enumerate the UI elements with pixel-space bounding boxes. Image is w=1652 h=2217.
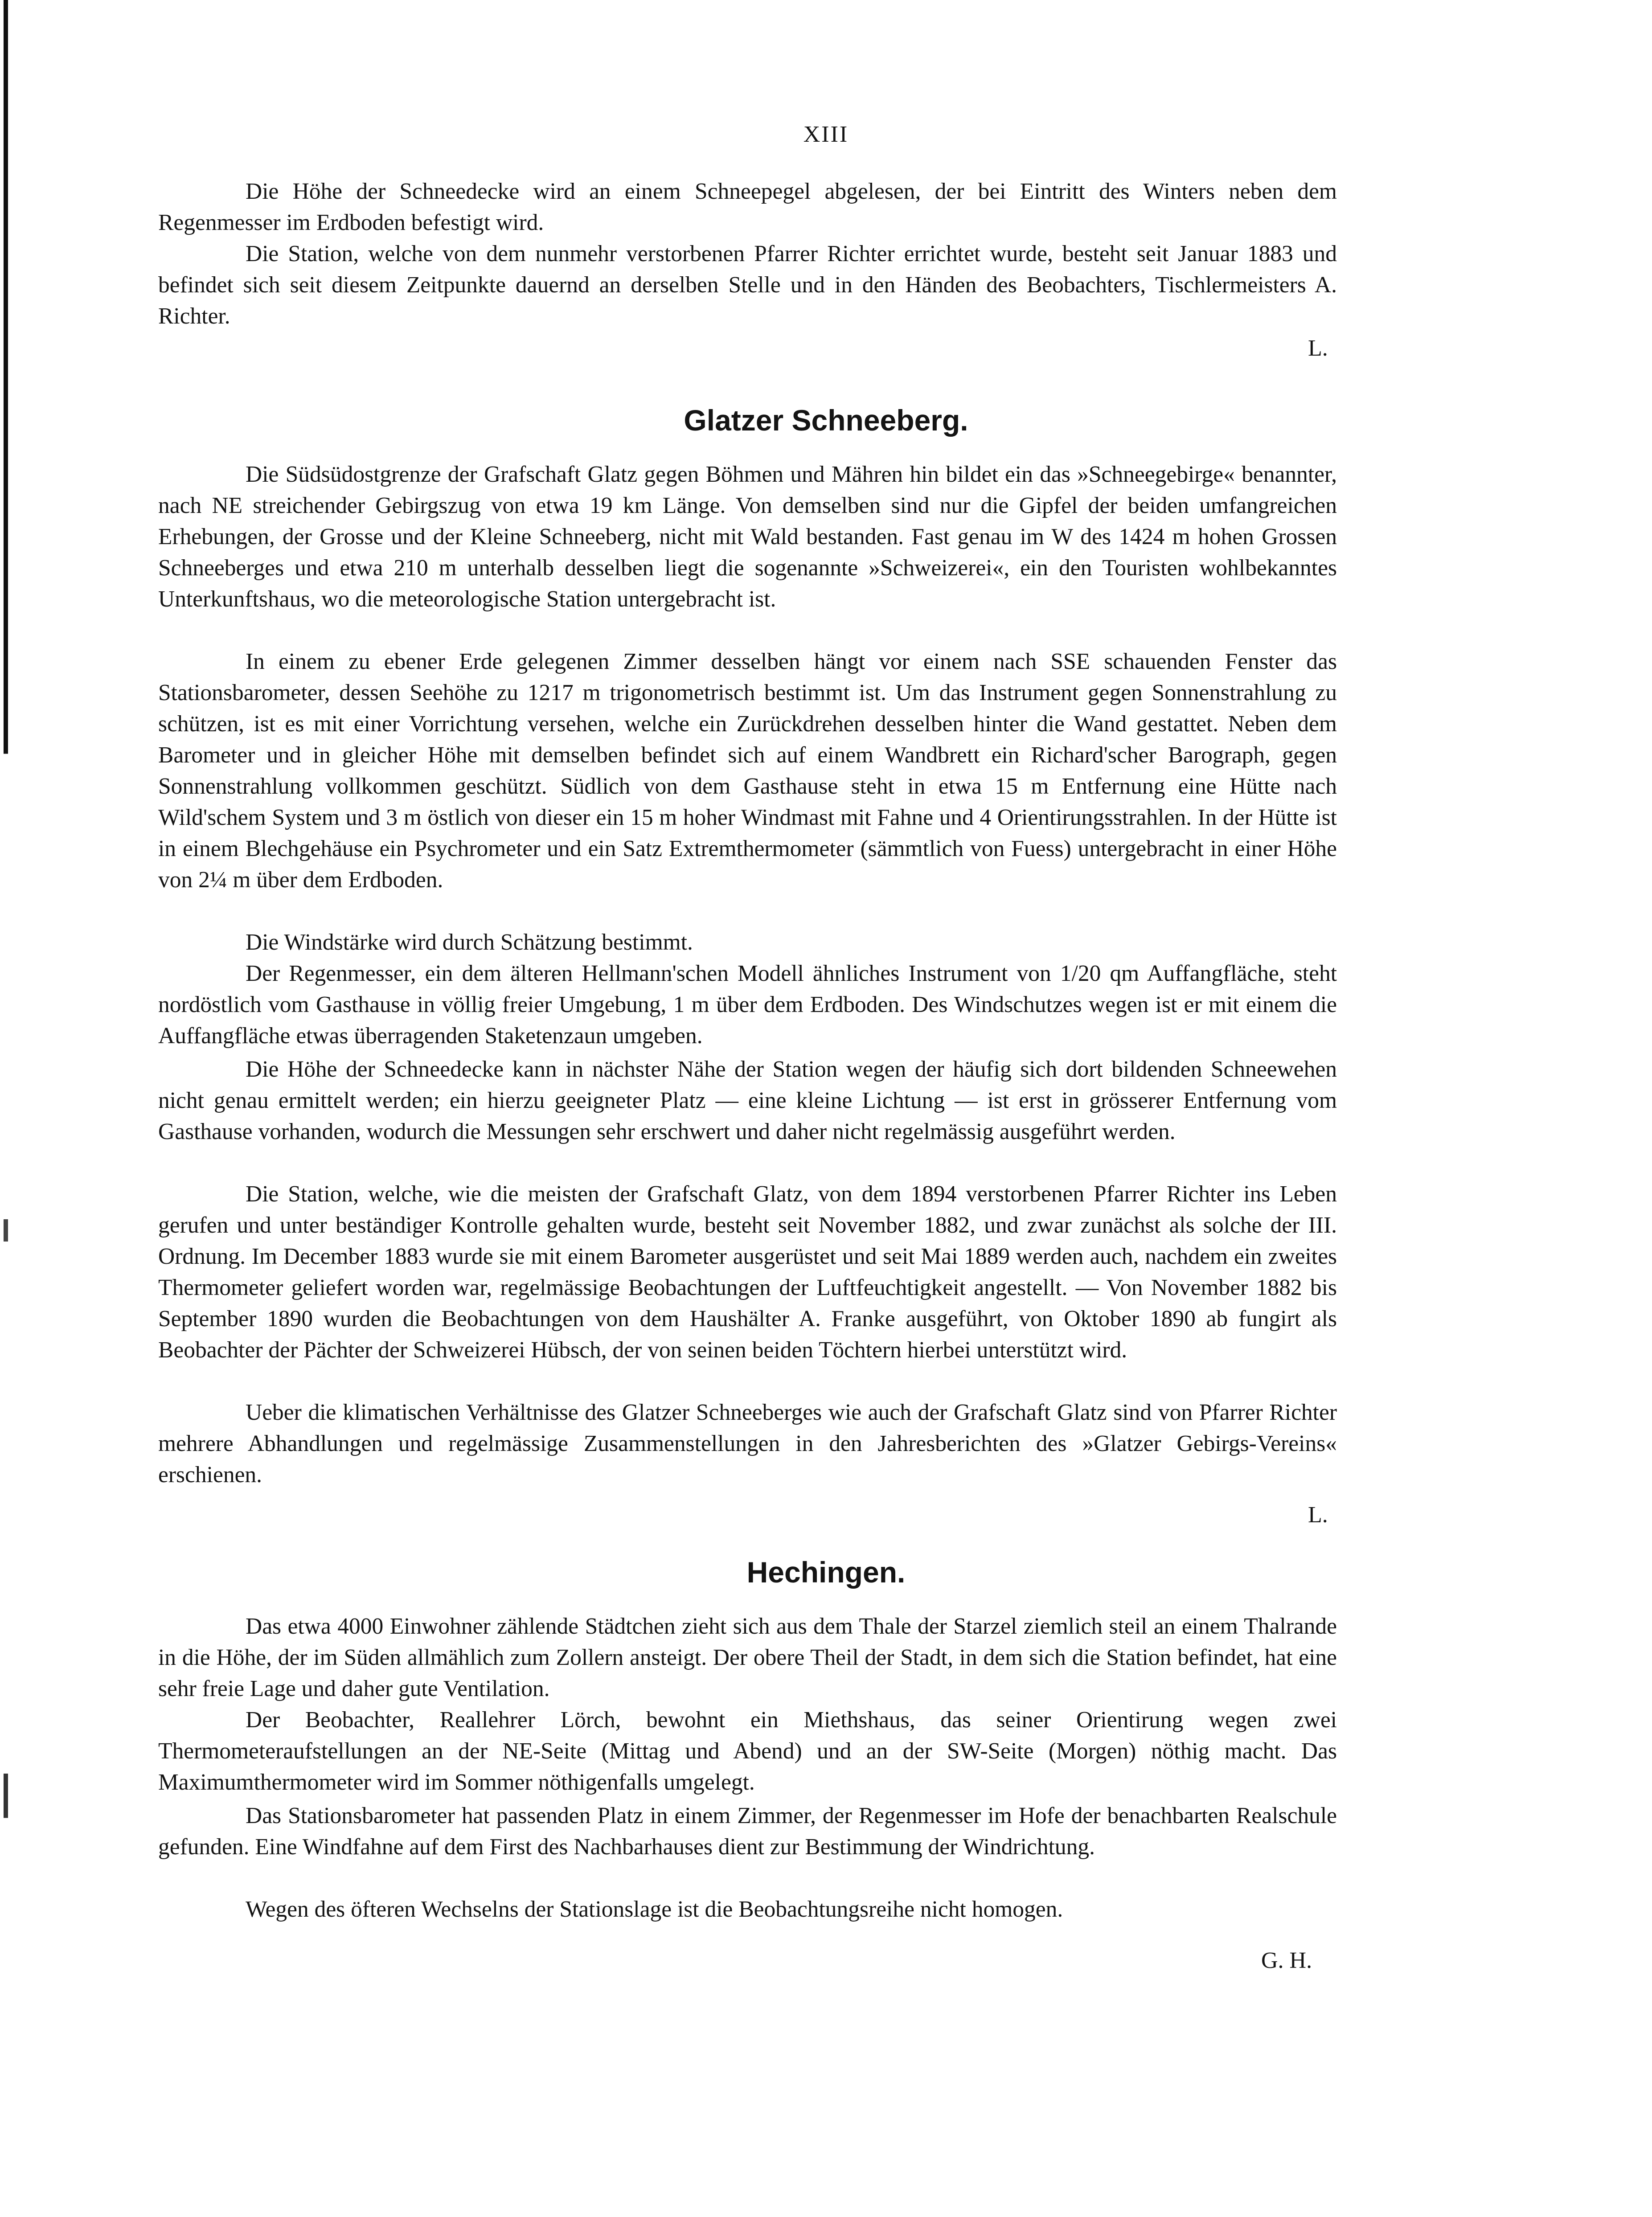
paragraph: Die Höhe der Schneedecke wird an einem Schneepegel abgelesen, der bei Eintritt des Winters neben dem Regenmesser im Erdboden befestigt wird. [158,179,1337,235]
section-title-hechingen: Hechingen. [746,1556,906,1589]
paragraph: Das Stationsbarometer hat passenden Platz in einem Zimmer, der Regenmesser im Hofe der benachbarten Realschule gefunden. Eine Windfahne auf dem First des Nachbarhauses dient zur Bestimmung der Windrichtung. [158,1803,1337,1860]
paragraph: Der Beobachter, Reallehrer Lörch, bewohnt ein Miethshaus, das seiner Orientirung wegen zwei Thermometeraufstellungen an der NE-Seite (Mittag und Abend) und an der SW-Seite (Morgen) nöthig macht. Das Maximumthermometer wird im Sommer nöthigenfalls umgelegt. [158,1707,1337,1795]
signature: L. [1308,336,1328,361]
signature: G. H. [1261,1948,1312,1973]
signature: L. [1308,1502,1328,1528]
section-title-glatzer: Glatzer Schneeberg. [684,404,968,437]
page-number: XIII [803,122,849,147]
paragraph: Ueber die klimatischen Verhältnisse des Glatzer Schneeberges wie auch der Grafschaft Glatz sind von Pfarrer Richter mehrere Abhandlungen und regelmässige Zusammenstellungen in den Jahresberichten des »Glatzer Gebirgs-Vereins« erschienen. [158,1400,1337,1488]
paragraph: Die Südsüdostgrenze der Grafschaft Glatz gegen Böhmen und Mähren hin bildet ein das »Schneegebirge« benannter, nach NE streichender Gebirgszug von etwa 19 km Länge. Von demselben sind nur die Gipfel der beiden umfangreichen Erhebungen, der Grosse und der Kleine Schneeberg, nicht mit Wald bestanden. Fast genau im W des 1424 m hohen Grossen Schneeberges und etwa 210 m unterhalb desselben liegt die sogenannte »Schweizerei«, ein den Touristen wohlbekanntes Unterkunftshaus, wo die meteorologische Station untergebracht ist. [158,462,1337,612]
binding-edge [4,0,8,2217]
paragraph: Wegen des öfteren Wechselns der Stationslage ist die Beobachtungsreihe nicht homogen. [246,1897,1063,1922]
paragraph: Die Station, welche von dem nunmehr verstorbenen Pfarrer Richter errichtet wurde, besteht seit Januar 1883 und befindet sich seit diesem Zeitpunkte dauernd an derselben Stelle und in den Händen des Beobachters, Tischlermeisters A. Richter. [158,241,1337,329]
paragraph: Der Regenmesser, ein dem älteren Hellmann'schen Modell ähnliches Instrument von 1/20 qm Auffangfläche, steht nordöstlich vom Gasthause in völlig freier Umgebung, 1 m über dem Erdboden. Des Windschutzes wegen ist er mit einem die Auffangfläche etwas überragenden Staketenzaun umgeben. [158,961,1337,1049]
paragraph: Das etwa 4000 Einwohner zählende Städtchen zieht sich aus dem Thale der Starzel ziemlich steil an einem Thalrande in die Höhe, der im Süden allmählich zum Zollern ansteigt. Der obere Theil der Stadt, in dem sich die Station befindet, hat eine sehr freie Lage und daher gute Ventilation. [158,1614,1337,1701]
paragraph: Die Windstärke wird durch Schätzung bestimmt. [246,930,693,955]
paragraph: Die Station, welche, wie die meisten der Grafschaft Glatz, von dem 1894 verstorbenen Pfarrer Richter ins Leben gerufen und unter beständiger Kontrolle gehalten wurde, besteht seit November 1882, und zwar zunächst als solche der III. Ordnung. Im December 1883 wurde sie mit einem Barometer ausgerüstet und seit Mai 1889 werden auch, nachdem ein zweites Thermometer geliefert worden war, regelmässige Beobachtungen der Luftfeuchtigkeit angestellt. — Von November 1882 bis September 1890 wurden die Beobachtungen von dem Haushälter A. Franke ausgeführt, von Oktober 1890 ab fungirt als Beobachter der Pächter der Schweizerei Hübsch, der von seinen beiden Töchtern hierbei unterstützt wird. [158,1181,1337,1363]
paragraph: In einem zu ebener Erde gelegenen Zimmer desselben hängt vor einem nach SSE schauenden Fenster das Stationsbarometer, dessen Seehöhe zu 1217 m trigonometrisch bestimmt ist. Um das Instrument gegen Sonnenstrahlung zu schützen, ist es mit einer Vorrichtung versehen, welche ein Zurückdrehen desselben hinter die Wand gestattet. Neben dem Barometer und in gleicher Höhe mit demselben befindet sich auf einem Wandbrett ein Richard'scher Barograph, gegen Sonnenstrahlung vollkommen geschützt. Südlich von dem Gasthause steht in etwa 15 m Entfernung eine Hütte nach Wild'schem System und 3 m östlich von dieser ein 15 m hoher Windmast mit Fahne und 4 Orientirungsstrahlen. In der Hütte ist in einem Blechgehäuse ein Psychrometer und ein Satz Extremthermometer (sämmtlich von Fuess) untergebracht in einer Höhe von 2¼ m über dem Erdboden. [158,649,1337,893]
paragraph: Die Höhe der Schneedecke kann in nächster Nähe der Station wegen der häufig sich dort bildenden Schneewehen nicht genau ermittelt werden; ein hierzu geeigneter Platz — eine kleine Lichtung — ist erst in grösserer Entfernung vom Gasthause vorhanden, wodurch die Messungen sehr erschwert und daher nicht regelmässig ausgeführt werden. [158,1057,1337,1144]
